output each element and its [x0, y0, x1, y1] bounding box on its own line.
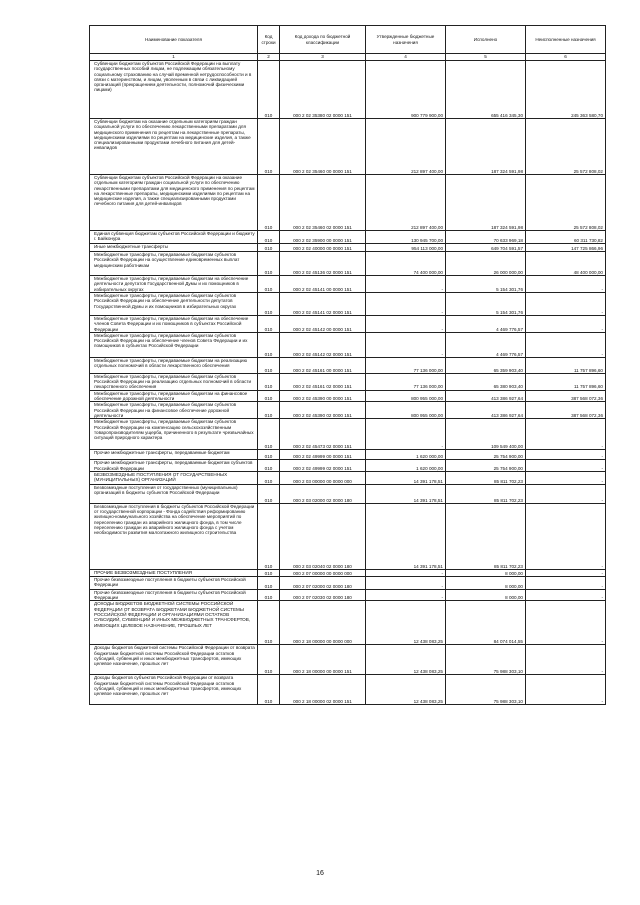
- row-income-code: 000 2 03 02000 02 0000 180: [280, 484, 366, 503]
- row-executed: 75 988 303,10: [446, 645, 526, 675]
- row-unexecuted: -: [526, 332, 606, 357]
- row-approved: 14 391 178,51: [366, 471, 446, 484]
- row-line-code: 010: [258, 373, 280, 390]
- col-header-line-code: Код строки: [258, 26, 280, 54]
- table-row: [90, 390, 606, 402]
- row-approved: 1 620 000,00: [366, 460, 446, 472]
- row-line-code: 010: [258, 460, 280, 472]
- row-line-code: 010: [258, 175, 280, 231]
- row-executed: 26 000 000,00: [446, 252, 526, 276]
- row-income-code: 000 2 02 35380 02 0000 151: [280, 61, 366, 119]
- col-header-executed: Исполнено: [446, 26, 526, 54]
- col-header-approved: Утвержденные бюджетные назначения: [366, 26, 446, 54]
- column-number: 2: [258, 54, 280, 61]
- row-name: Межбюджетные трансферты, передаваемые бюджетам субъектов Российской Федерации на обеспечение деятельности депутатов Государственной Думы и их помощников в избирательных округах: [90, 293, 258, 316]
- row-executed: 75 988 303,10: [446, 675, 526, 705]
- row-name: Субвенции бюджетам субъектов Российской Федерации на оказание отдельным категориям граждан социальной услуги по обеспечению лекарственными препаратами для медицинского применения по рецептам на лекарственные препараты, медицинскими изделиями по рецептам на медицинские изделия, а также специализированными продуктами лечебного питания для детей-инвалидов: [90, 175, 258, 231]
- table-row: [90, 450, 606, 460]
- page-number: 16: [316, 870, 324, 877]
- row-income-code: 000 2 07 02000 02 0000 180: [280, 576, 366, 589]
- row-approved: -: [366, 589, 446, 601]
- row-income-code: 000 2 02 35460 02 0000 151: [280, 175, 366, 231]
- column-number-row: [90, 54, 606, 61]
- row-executed: 65 380 903,40: [446, 373, 526, 390]
- row-approved: 130 945 700,00: [366, 231, 446, 244]
- column-number: 4: [366, 54, 446, 61]
- row-unexecuted: -: [526, 471, 606, 484]
- table-row: [90, 471, 606, 484]
- row-unexecuted: -: [526, 645, 606, 675]
- row-income-code: 000 2 03 02040 02 0000 180: [280, 503, 366, 569]
- row-executed: 413 386 927,64: [446, 402, 526, 419]
- table-row: [90, 119, 606, 175]
- row-line-code: 010: [258, 316, 280, 333]
- row-unexecuted: -: [526, 576, 606, 589]
- row-line-code: 010: [258, 589, 280, 601]
- row-approved: -: [366, 276, 446, 293]
- row-line-code: 010: [258, 276, 280, 293]
- row-executed: 70 633 969,18: [446, 231, 526, 244]
- row-executed: 25 754 900,00: [446, 450, 526, 460]
- row-executed: 187 324 591,98: [446, 175, 526, 231]
- row-income-code: 000 2 03 00000 00 0000 000: [280, 471, 366, 484]
- table-row: [90, 645, 606, 675]
- row-executed: 8 000,00: [446, 569, 526, 576]
- row-unexecuted: 60 311 730,82: [526, 231, 606, 244]
- row-approved: 212 897 400,00: [366, 175, 446, 231]
- row-unexecuted: 387 568 072,36: [526, 402, 606, 419]
- row-line-code: 010: [258, 576, 280, 589]
- row-line-code: 010: [258, 601, 280, 645]
- row-line-code: 010: [258, 390, 280, 402]
- table-row: [90, 252, 606, 276]
- row-income-code: 000 2 07 02030 02 0000 180: [280, 589, 366, 601]
- row-line-code: 010: [258, 450, 280, 460]
- row-name: Межбюджетные трансферты, передаваемые бюджетам субъектов Российской Федерации на осуществление единовременных выплат медицинским работникам: [90, 252, 258, 276]
- table-row: [90, 316, 606, 333]
- row-unexecuted: -: [526, 589, 606, 601]
- row-unexecuted: -: [526, 675, 606, 705]
- row-unexecuted: -: [526, 450, 606, 460]
- row-approved: 212 897 400,00: [366, 119, 446, 175]
- table-row: [90, 231, 606, 244]
- table-row: [90, 244, 606, 252]
- row-name: БЕЗВОЗМЕЗДНЫЕ ПОСТУПЛЕНИЯ ОТ ГОСУДАРСТВЕННЫХ (МУНИЦИПАЛЬНЫХ) ОРГАНИЗАЦИЙ: [90, 471, 258, 484]
- table-row: [90, 589, 606, 601]
- row-name: ПРОЧИЕ БЕЗВОЗМЕЗДНЫЕ ПОСТУПЛЕНИЯ: [90, 569, 258, 576]
- row-approved: 77 136 000,00: [366, 373, 446, 390]
- row-unexecuted: -: [526, 503, 606, 569]
- row-line-code: 010: [258, 503, 280, 569]
- row-name: Иные межбюджетные трансферты: [90, 244, 258, 252]
- row-income-code: 000 2 02 49999 00 0000 151: [280, 450, 366, 460]
- row-approved: 14 391 178,51: [366, 503, 446, 569]
- row-income-code: 000 2 02 45142 02 0000 151: [280, 332, 366, 357]
- row-approved: -: [366, 576, 446, 589]
- column-number: 1: [90, 54, 258, 61]
- row-income-code: 000 2 02 35460 00 0000 151: [280, 119, 366, 175]
- row-income-code: 000 2 18 00000 02 0000 151: [280, 675, 366, 705]
- row-executed: 8 000,00: [446, 576, 526, 589]
- row-name: Субвенции бюджетам на оказание отдельным категориям граждан социальной услуги по обеспечению лекарственными препаратами для медицинского применения по рецептам на лекарственные препараты, медицинскими изделиями по рецептам на медицинские изделия, а также специализированными продуктами лечебного питания для детей-инвалидов: [90, 119, 258, 175]
- row-executed: 5 154 301,76: [446, 276, 526, 293]
- row-unexecuted: -: [526, 276, 606, 293]
- table-row: [90, 276, 606, 293]
- row-income-code: 000 2 02 45161 00 0000 151: [280, 357, 366, 373]
- row-unexecuted: -: [526, 569, 606, 576]
- table-row: [90, 503, 606, 569]
- row-approved: 14 391 178,51: [366, 484, 446, 503]
- row-approved: 1 620 000,00: [366, 450, 446, 460]
- row-executed: 85 811 702,23: [446, 484, 526, 503]
- row-executed: 85 811 702,23: [446, 471, 526, 484]
- row-unexecuted: 48 400 000,00: [526, 252, 606, 276]
- row-approved: 12 438 083,25: [366, 645, 446, 675]
- row-income-code: 000 2 02 35900 00 0000 151: [280, 231, 366, 244]
- row-line-code: 010: [258, 61, 280, 119]
- col-header-income-code: Код дохода по бюджетной классификации: [280, 26, 366, 54]
- row-name: Межбюджетные трансферты, передаваемые бюджетам на финансовое обеспечение дорожной деятельности: [90, 390, 258, 402]
- table-row: [90, 419, 606, 450]
- row-line-code: 010: [258, 402, 280, 419]
- table-row: [90, 675, 606, 705]
- row-unexecuted: -: [526, 460, 606, 472]
- row-name: Межбюджетные трансферты, передаваемые бюджетам субъектов Российской Федерации на реализацию отдельных полномочий в области лекарственного обеспечения: [90, 373, 258, 390]
- row-executed: 4 469 776,57: [446, 332, 526, 357]
- row-line-code: 010: [258, 293, 280, 316]
- column-number: 6: [526, 54, 606, 61]
- row-approved: 800 955 000,00: [366, 402, 446, 419]
- row-income-code: 000 2 18 00000 00 0000 151: [280, 645, 366, 675]
- row-approved: 12 438 083,25: [366, 675, 446, 705]
- row-line-code: 010: [258, 471, 280, 484]
- table-row: [90, 576, 606, 589]
- row-unexecuted: 147 725 866,96: [526, 244, 606, 252]
- row-approved: -: [366, 419, 446, 450]
- row-unexecuted: 11 757 896,60: [526, 357, 606, 373]
- row-executed: 413 386 927,64: [446, 390, 526, 402]
- row-unexecuted: -: [526, 484, 606, 503]
- row-line-code: 010: [258, 645, 280, 675]
- column-number: 3: [280, 54, 366, 61]
- row-executed: 187 324 591,98: [446, 119, 526, 175]
- row-name: Межбюджетные трансферты, передаваемые бюджетам на обеспечение деятельности депутатов Государственной Думы и их помощников в избирательных округах: [90, 276, 258, 293]
- row-line-code: 010: [258, 357, 280, 373]
- row-name: Безвозмездные поступления в бюджеты субъектов Российской Федерации от государственной корпорации - Фонда содействия реформированию жилищно-коммунального хозяйства на обеспечение мероприятий по переселению граждан из аварийного жилищного фонда, в том числе переселению граждан из аварийного жилищного фонда с учетом необходимости развития малоэтажного жилищного строительства: [90, 503, 258, 569]
- row-unexecuted: 387 568 072,36: [526, 390, 606, 402]
- row-name: Прочие безвозмездные поступления в бюджеты субъектов Российской Федерации: [90, 589, 258, 601]
- row-approved: -: [366, 293, 446, 316]
- row-line-code: 010: [258, 675, 280, 705]
- row-unexecuted: 25 572 808,02: [526, 175, 606, 231]
- table-row: [90, 601, 606, 645]
- row-line-code: 010: [258, 244, 280, 252]
- row-executed: 649 704 591,57: [446, 244, 526, 252]
- row-name: Безвозмездные поступления от государственных (муниципальных) организаций в бюджеты субъектов Российской Федерации: [90, 484, 258, 503]
- table-row: [90, 332, 606, 357]
- col-header-name: Наименование показателя: [90, 26, 258, 54]
- row-name: Межбюджетные трансферты, передаваемые бюджетам на реализацию отдельных полномочий в области лекарственного обеспечения: [90, 357, 258, 373]
- table-row: [90, 569, 606, 576]
- row-name: Прочие межбюджетные трансферты, передаваемые бюджетам субъектов Российской Федерации: [90, 460, 258, 472]
- row-name: Прочие безвозмездные поступления в бюджеты субъектов Российской Федерации: [90, 576, 258, 589]
- row-unexecuted: -: [526, 316, 606, 333]
- row-line-code: 010: [258, 252, 280, 276]
- row-executed: 8 000,00: [446, 589, 526, 601]
- row-name: Доходы бюджетов субъектов Российской Федерации от возврата бюджетами бюджетной системы Российской Федерации остатков субсидий, субвенций и иных межбюджетных трансфертов, имеющих целевое назначение, прошлых лет: [90, 675, 258, 705]
- table-row: [90, 61, 606, 119]
- table-row: [90, 484, 606, 503]
- row-approved: -: [366, 332, 446, 357]
- table-body: [90, 61, 606, 705]
- table-row: [90, 373, 606, 390]
- row-income-code: 000 2 02 45141 02 0000 151: [280, 293, 366, 316]
- row-income-code: 000 2 02 45136 02 0000 151: [280, 252, 366, 276]
- row-name: Межбюджетные трансферты, передаваемые бюджетам субъектов Российской Федерации на компенсацию сельскохозяйственным товаропроизводителям ущерба, причиненного в результате чрезвычайных ситуаций природного характера: [90, 419, 258, 450]
- table-row: [90, 402, 606, 419]
- row-line-code: 010: [258, 569, 280, 576]
- row-name: ДОХОДЫ БЮДЖЕТОВ БЮДЖЕТНОЙ СИСТЕМЫ РОССИЙСКОЙ ФЕДЕРАЦИИ ОТ ВОЗВРАТА БЮДЖЕТАМИ БЮДЖЕТНОЙ СИСТЕМЫ РОССИЙСКОЙ ФЕДЕРАЦИИ И ОРГАНИЗАЦИЯМИ ОСТАТКОВ СУБСИДИЙ, СУБВЕНЦИЙ И ИНЫХ МЕЖБЮДЖЕТНЫХ ТРАНСФЕРТОВ, ИМЕЮЩИХ ЦЕЛЕВОЕ НАЗНАЧЕНИЕ, ПРОШЛЫХ ЛЕТ: [90, 601, 258, 645]
- row-income-code: 000 2 07 00000 00 0000 000: [280, 569, 366, 576]
- row-line-code: 010: [258, 332, 280, 357]
- column-number: 5: [446, 54, 526, 61]
- row-name: Межбюджетные трансферты, передаваемые бюджетам субъектов Российской Федерации на финансовое обеспечение дорожной деятельности: [90, 402, 258, 419]
- row-income-code: 000 2 02 45142 00 0000 151: [280, 316, 366, 333]
- table-row: [90, 357, 606, 373]
- row-line-code: 010: [258, 419, 280, 450]
- table-row: [90, 460, 606, 472]
- row-approved: 800 955 000,00: [366, 390, 446, 402]
- row-executed: 25 754 900,00: [446, 460, 526, 472]
- row-income-code: 000 2 02 49999 02 0000 151: [280, 460, 366, 472]
- income-execution-table: [89, 25, 606, 705]
- row-executed: 65 359 903,40: [446, 357, 526, 373]
- row-unexecuted: -: [526, 293, 606, 316]
- header-row: [90, 26, 606, 54]
- row-name: Единая субвенция бюджетам субъектов Российской Федерации и бюджету г. Байконура: [90, 231, 258, 244]
- row-income-code: 000 2 02 45141 00 0000 151: [280, 276, 366, 293]
- table-row: [90, 175, 606, 231]
- row-income-code: 000 2 18 00000 00 0000 000: [280, 601, 366, 645]
- row-income-code: 000 2 02 45161 02 0000 151: [280, 373, 366, 390]
- row-income-code: 000 2 02 45390 00 0000 151: [280, 390, 366, 402]
- row-executed: 5 154 301,76: [446, 293, 526, 316]
- row-executed: 109 549 400,00: [446, 419, 526, 450]
- row-approved: -: [366, 316, 446, 333]
- row-name: Прочие межбюджетные трансферты, передаваемые бюджетам: [90, 450, 258, 460]
- row-unexecuted: -: [526, 419, 606, 450]
- row-approved: 77 136 000,00: [366, 357, 446, 373]
- row-approved: 900 779 900,00: [366, 61, 446, 119]
- row-unexecuted: -: [526, 601, 606, 645]
- row-unexecuted: 245 363 580,70: [526, 61, 606, 119]
- row-income-code: 000 2 02 40000 00 0000 151: [280, 244, 366, 252]
- row-approved: 12 438 083,25: [366, 601, 446, 645]
- row-executed: 84 074 014,55: [446, 601, 526, 645]
- row-approved: 74 400 000,00: [366, 252, 446, 276]
- row-unexecuted: 11 757 896,60: [526, 373, 606, 390]
- row-name: Доходы бюджетов бюджетной системы Российской Федерации от возврата бюджетами бюджетной системы Российской Федерации остатков субсидий, субвенций и иных межбюджетных трансфертов, имеющих целевое назначение, прошлых лет: [90, 645, 258, 675]
- row-executed: 85 811 702,23: [446, 503, 526, 569]
- row-executed: 655 416 345,30: [446, 61, 526, 119]
- row-approved: -: [366, 569, 446, 576]
- row-income-code: 000 2 02 45390 02 0000 151: [280, 402, 366, 419]
- row-executed: 4 469 776,57: [446, 316, 526, 333]
- table-row: [90, 293, 606, 316]
- row-name: Межбюджетные трансферты, передаваемые бюджетам на обеспечение членов Совета Федерации и их помощников в субъектах Российской Федерации: [90, 316, 258, 333]
- row-unexecuted: 25 572 808,02: [526, 119, 606, 175]
- row-approved: 954 113 000,00: [366, 244, 446, 252]
- row-income-code: 000 2 02 45473 02 0000 151: [280, 419, 366, 450]
- row-line-code: 010: [258, 484, 280, 503]
- row-name: Субвенции бюджетам субъектов Российской Федерации на выплату государственных пособий лицам, не подлежащим обязательному социальному страхованию на случай временной нетрудоспособности и в связи с материнством, и лицам, уволенным в связи с ликвидацией организаций (прекращением деятельности, полномочий физическими лицами): [90, 61, 258, 119]
- row-name: Межбюджетные трансферты, передаваемые бюджетам субъектов Российской Федерации на обеспечение членов Совета Федерации и их помощников в субъектах Российской Федерации: [90, 332, 258, 357]
- row-line-code: 010: [258, 119, 280, 175]
- row-line-code: 010: [258, 231, 280, 244]
- col-header-unexecuted: Неисполненные назначения: [526, 26, 606, 54]
